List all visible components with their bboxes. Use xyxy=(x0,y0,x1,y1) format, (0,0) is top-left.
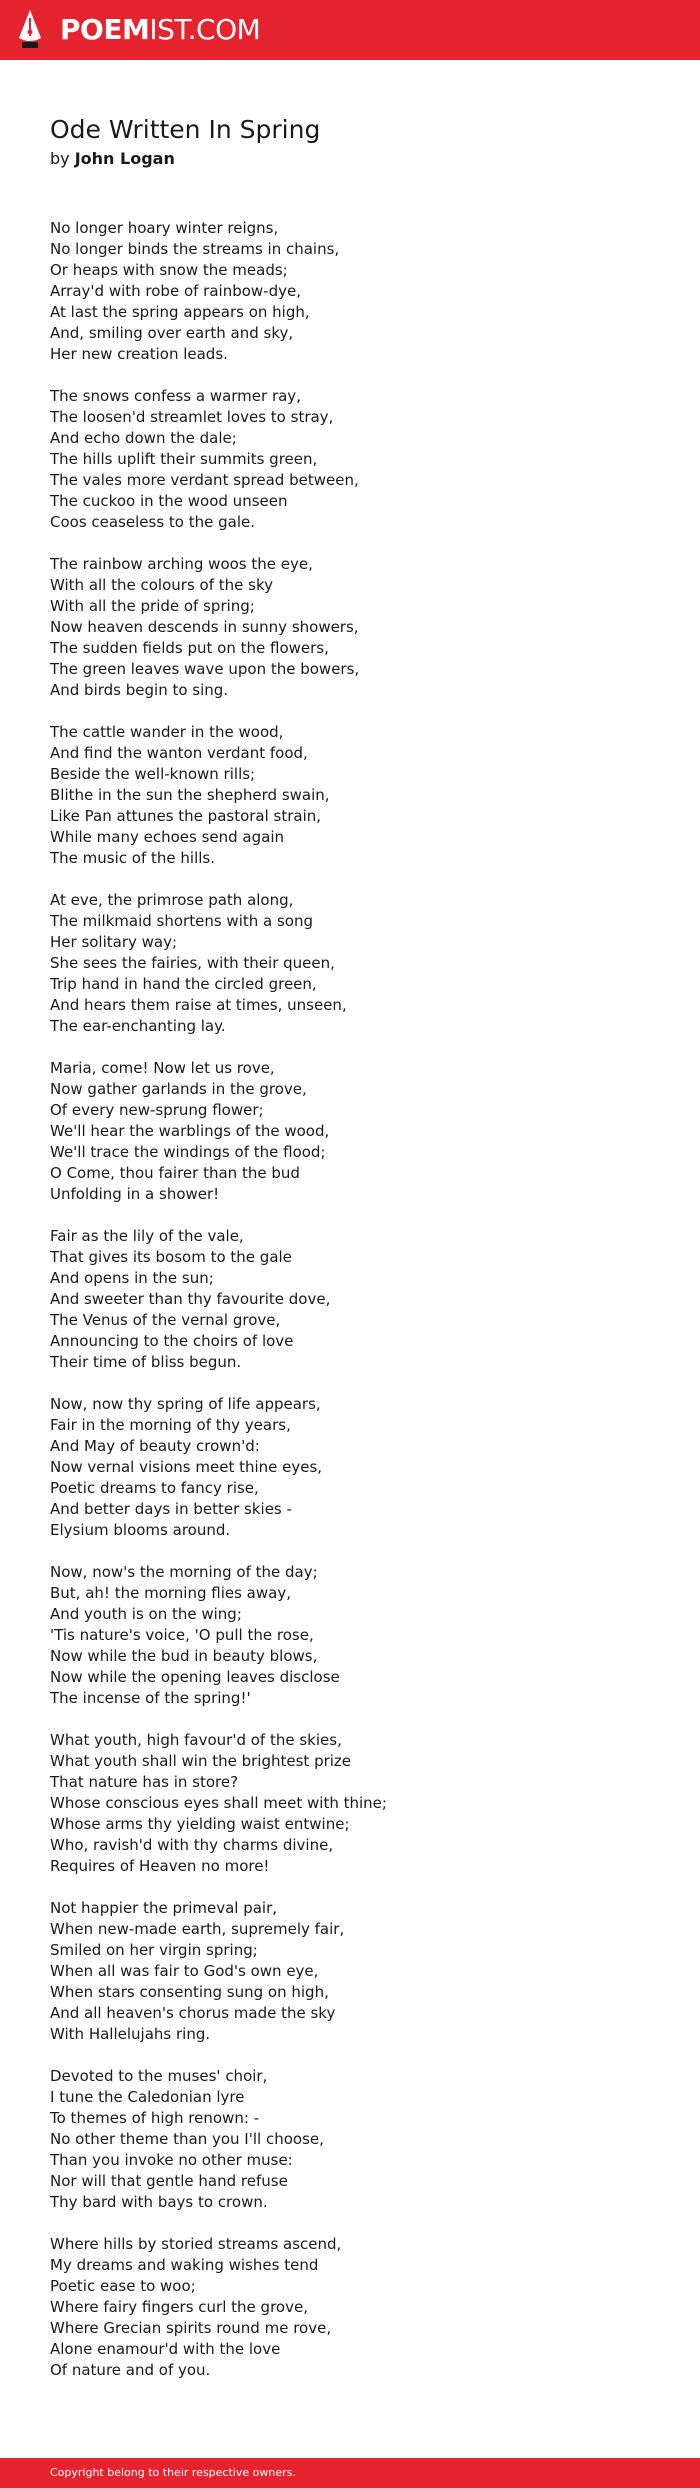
poem-line: The incense of the spring!' xyxy=(50,1689,251,1707)
poem-line: What youth, high favour'd of the skies, xyxy=(50,1731,342,1749)
poem-line: The loosen'd streamlet loves to stray, xyxy=(50,408,334,426)
site-footer xyxy=(0,2458,700,2488)
poem-line: Poetic ease to woo; xyxy=(50,2277,196,2295)
poem-line: Where fairy fingers curl the grove, xyxy=(50,2298,308,2316)
poem-line: That nature has in store? xyxy=(50,1773,239,1791)
poem-line: O Come, thou fairer than the bud xyxy=(50,1164,300,1182)
poem-stanza xyxy=(50,386,670,533)
poem-line: Unfolding in a shower! xyxy=(50,1185,220,1203)
poem-line: My dreams and waking wishes tend xyxy=(50,2256,319,2274)
poem-line: Their time of bliss begun. xyxy=(50,1353,242,1371)
poem-line: And better days in better skies - xyxy=(50,1500,292,1518)
poem-line: Now vernal visions meet thine eyes, xyxy=(50,1458,323,1476)
poem-stanza xyxy=(50,1058,670,1205)
poem-line: Blithe in the sun the shepherd swain, xyxy=(50,786,330,804)
poem-line: That gives its bosom to the gale xyxy=(50,1248,292,1266)
poem-line: Fair as the lily of the vale, xyxy=(50,1227,244,1245)
poem-line: No longer hoary winter reigns, xyxy=(50,219,279,237)
poem-line: The cattle wander in the wood, xyxy=(50,723,284,741)
quill-pen-icon[interactable] xyxy=(16,8,44,52)
poem-stanza xyxy=(50,1394,670,1541)
poem-line: With Hallelujahs ring. xyxy=(50,2025,211,2043)
poem-line: With all the pride of spring; xyxy=(50,597,255,615)
poem-stanza xyxy=(50,2066,670,2213)
poem-line: The sudden fields put on the flowers, xyxy=(50,639,329,657)
logo-text-strong: POEM xyxy=(60,13,150,46)
poem-line: Where hills by storied streams ascend, xyxy=(50,2235,342,2253)
poem-line: Than you invoke no other muse: xyxy=(50,2151,293,2169)
poem-line: Elysium blooms around. xyxy=(50,1521,231,1539)
poem-line: When all was fair to God's own eye, xyxy=(50,1962,319,1980)
poem-line: Now, now thy spring of life appears, xyxy=(50,1395,321,1413)
site-logo[interactable] xyxy=(60,13,260,47)
poem-line: The cuckoo in the wood unseen xyxy=(50,492,288,510)
poem-line: Coos ceaseless to the gale. xyxy=(50,513,256,531)
poem-body xyxy=(50,218,670,2402)
poem-line: The rainbow arching woos the eye, xyxy=(50,555,313,573)
poem-line: Array'd with robe of rainbow-dye, xyxy=(50,282,301,300)
poem-line: 'Tis nature's voice, 'O pull the rose, xyxy=(50,1626,314,1644)
poem-line: Fair in the morning of thy years, xyxy=(50,1416,291,1434)
poem-line: The Venus of the vernal grove, xyxy=(50,1311,281,1329)
author-name: John Logan xyxy=(74,149,175,168)
poem-line: No longer binds the streams in chains, xyxy=(50,240,340,258)
poem-line: What youth shall win the brightest prize xyxy=(50,1752,352,1770)
poem-stanza xyxy=(50,1226,670,1373)
poem-line: Whose conscious eyes shall meet with thine; xyxy=(50,1794,387,1812)
poem-line: I tune the Caledonian lyre xyxy=(50,2088,245,2106)
poem-line: She sees the fairies, with their queen, xyxy=(50,954,335,972)
poem-line: Of nature and of you. xyxy=(50,2361,211,2379)
poem-line: Poetic dreams to fancy rise, xyxy=(50,1479,259,1497)
poem-line: The green leaves wave upon the bowers, xyxy=(50,660,360,678)
poem-stanza xyxy=(50,1562,670,1709)
poem-line: Whose arms thy yielding waist entwine; xyxy=(50,1815,350,1833)
poem-line: Trip hand in hand the circled green, xyxy=(50,975,317,993)
poem-line: And sweeter than thy favourite dove, xyxy=(50,1290,331,1308)
poem-line: Now heaven descends in sunny showers, xyxy=(50,618,359,636)
poem-line: Thy bard with bays to crown. xyxy=(50,2193,268,2211)
poem-line: Now gather garlands in the grove, xyxy=(50,1080,307,1098)
poem-line: To themes of high renown: - xyxy=(50,2109,260,2127)
poem-stanza xyxy=(50,1898,670,2045)
poem-byline xyxy=(50,148,175,170)
poem-line: The milkmaid shortens with a song xyxy=(50,912,313,930)
poem-line: The vales more verdant spread between, xyxy=(50,471,359,489)
poem-line: At last the spring appears on high, xyxy=(50,303,310,321)
poem-line: And youth is on the wing; xyxy=(50,1605,242,1623)
logo-text-light: IST.COM xyxy=(149,13,261,46)
copyright-notice: Copyright belong to their respective owners. xyxy=(50,2466,296,2479)
poem-line: And echo down the dale; xyxy=(50,429,237,447)
poem-line: And hears them raise at times, unseen, xyxy=(50,996,347,1014)
poem-line: Her new creation leads. xyxy=(50,345,228,363)
poem-line: With all the colours of the sky xyxy=(50,576,273,594)
poem-stanza xyxy=(50,554,670,701)
poem-line: The hills uplift their summits green, xyxy=(50,450,318,468)
poem-line: And all heaven's chorus made the sky xyxy=(50,2004,336,2022)
poem-line: And find the wanton verdant food, xyxy=(50,744,308,762)
poem-line: While many echoes send again xyxy=(50,828,285,846)
poem-line: The ear-enchanting lay. xyxy=(50,1017,226,1035)
poem-line: When stars consenting sung on high, xyxy=(50,1983,329,2001)
poem-line: And birds begin to sing. xyxy=(50,681,229,699)
poem-line: We'll trace the windings of the flood; xyxy=(50,1143,326,1161)
poem-line: Beside the well-known rills; xyxy=(50,765,256,783)
poem-stanza xyxy=(50,2234,670,2381)
poem-line: Or heaps with snow the meads; xyxy=(50,261,288,279)
poem-line: Not happier the primeval pair, xyxy=(50,1899,278,1917)
poem-line: The music of the hills. xyxy=(50,849,215,867)
poem-line: Now while the bud in beauty blows, xyxy=(50,1647,318,1665)
poem-line: Now, now's the morning of the day; xyxy=(50,1563,318,1581)
poem-line: But, ah! the morning flies away, xyxy=(50,1584,291,1602)
poem-line: Like Pan attunes the pastoral strain, xyxy=(50,807,322,825)
poem-line: The snows confess a warmer ray, xyxy=(50,387,301,405)
poem-line: We'll hear the warblings of the wood, xyxy=(50,1122,330,1140)
poem-line: Smiled on her virgin spring; xyxy=(50,1941,258,1959)
poem-line: Of every new-sprung flower; xyxy=(50,1101,264,1119)
poem-line: No other theme than you I'll choose, xyxy=(50,2130,324,2148)
poem-line: Alone enamour'd with the love xyxy=(50,2340,281,2358)
poem-line: Nor will that gentle hand refuse xyxy=(50,2172,288,2190)
poem-title: Ode Written In Spring xyxy=(50,115,321,144)
poem-line: Devoted to the muses' choir, xyxy=(50,2067,268,2085)
poem-line: Announcing to the choirs of love xyxy=(50,1332,294,1350)
poem-line: Requires of Heaven no more! xyxy=(50,1857,270,1875)
poem-line: Where Grecian spirits round me rove, xyxy=(50,2319,332,2337)
poem-line: And opens in the sun; xyxy=(50,1269,214,1287)
poem-line: Maria, come! Now let us rove, xyxy=(50,1059,275,1077)
poem-stanza xyxy=(50,1730,670,1877)
poem-line: At eve, the primrose path along, xyxy=(50,891,294,909)
site-header xyxy=(0,0,700,60)
poem-stanza xyxy=(50,218,670,365)
poem-line: Now while the opening leaves disclose xyxy=(50,1668,340,1686)
poem-stanza xyxy=(50,890,670,1037)
poem-stanza xyxy=(50,722,670,869)
poem-line: Her solitary way; xyxy=(50,933,178,951)
poem-line: Who, ravish'd with thy charms divine, xyxy=(50,1836,334,1854)
poem-line: When new-made earth, supremely fair, xyxy=(50,1920,345,1938)
poem-line: And, smiling over earth and sky, xyxy=(50,324,294,342)
by-label: by xyxy=(50,149,75,168)
poem-line: And May of beauty crown'd: xyxy=(50,1437,260,1455)
